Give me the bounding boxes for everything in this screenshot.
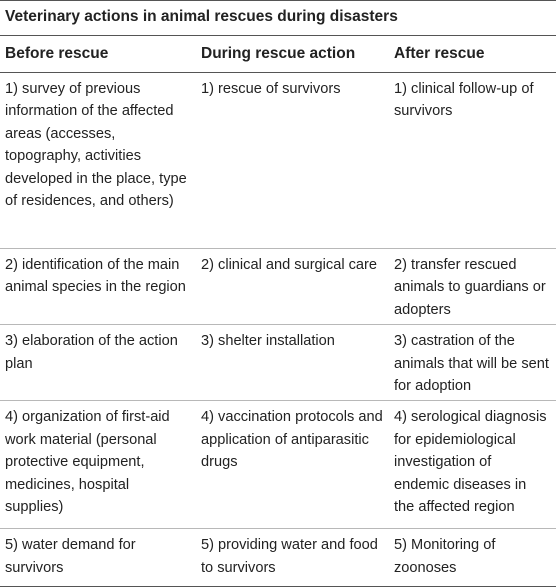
- table-caption: Veterinary actions in animal rescues during disasters: [0, 0, 556, 36]
- table-cell: 3) shelter installation: [196, 325, 389, 401]
- table-cell: 1) rescue of survivors: [196, 73, 389, 249]
- table-cell: 1) clinical follow-up of survivors: [389, 73, 556, 249]
- table-cell: 4) serological diagnosis for epidemiological investigation of endemic diseases in the affected region: [389, 401, 556, 529]
- table-cell: 3) castration of the animals that will be sent for adoption: [389, 325, 556, 401]
- table-cell: 4) organization of first-aid work material (personal protective equipment, medicines, hospital supplies): [0, 401, 196, 529]
- table-row: [0, 401, 556, 529]
- header-after-rescue: After rescue: [389, 36, 556, 73]
- table-row: [0, 249, 556, 325]
- table-cell: 5) Monitoring of zoonoses: [389, 529, 556, 587]
- table-cell: 1) survey of previous information of the affected areas (accesses, topography, activities developed in the place, type of residences, and others): [0, 73, 196, 249]
- table-row: [0, 325, 556, 401]
- table-cell: 5) water demand for survivors: [0, 529, 196, 587]
- header-during-rescue: During rescue action: [196, 36, 389, 73]
- header-row: [0, 36, 556, 73]
- table-cell: 2) clinical and surgical care: [196, 249, 389, 325]
- header-before-rescue: Before rescue: [0, 36, 196, 73]
- table-cell: 5) providing water and food to survivors: [196, 529, 389, 587]
- table-cell: 2) transfer rescued animals to guardians or adopters: [389, 249, 556, 325]
- table-cell: 2) identification of the main animal species in the region: [0, 249, 196, 325]
- table-row: [0, 529, 556, 587]
- table-cell: 4) vaccination protocols and application of antiparasitic drugs: [196, 401, 389, 529]
- table-body: [0, 36, 556, 587]
- table-row: [0, 73, 556, 249]
- table-cell: 3) elaboration of the action plan: [0, 325, 196, 401]
